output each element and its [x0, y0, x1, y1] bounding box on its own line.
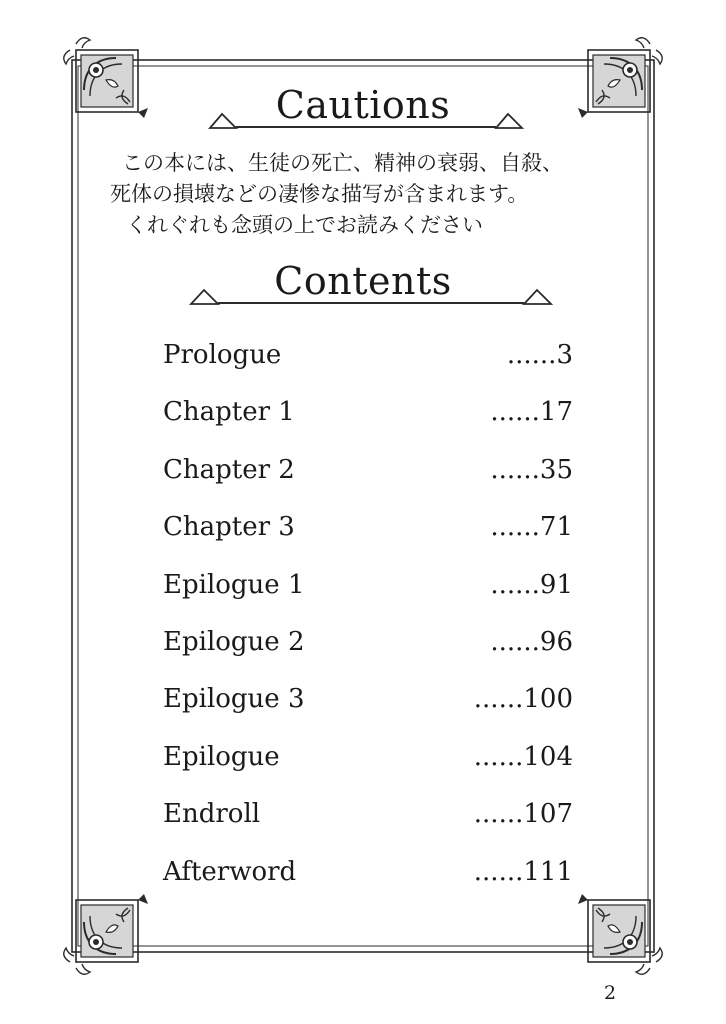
toc-entry	[163, 742, 573, 799]
toc-entry-page: ......71	[490, 512, 573, 543]
caution-line: 死体の損壊などの凄惨な描写が含まれます。	[110, 182, 529, 206]
toc-entry-label: Afterword	[163, 856, 297, 887]
toc-entry-label: Chapter 1	[163, 397, 295, 428]
toc-entry-label: Endroll	[163, 799, 261, 830]
toc-entry-label: Epilogue 1	[163, 569, 305, 600]
toc-entry-page: ......91	[490, 569, 573, 600]
toc-entry-label: Chapter 2	[163, 454, 295, 485]
scroll-ornament-icon	[64, 894, 148, 974]
toc-entry-page: ......107	[473, 799, 573, 830]
toc-entry-page: ......35	[490, 454, 573, 485]
toc-entry-page: ......111	[473, 856, 573, 887]
toc-entry-label: Prologue	[163, 340, 282, 370]
toc-entry-page: ......104	[473, 741, 573, 772]
toc-entry	[163, 857, 573, 914]
toc-entry-page: ......17	[490, 397, 573, 428]
caution-warning-text	[110, 148, 650, 241]
toc-entry-label: Chapter 3	[163, 512, 295, 543]
caution-line: この本には、生徒の死亡、精神の衰弱、自殺、	[122, 151, 563, 175]
toc-entry	[163, 397, 573, 454]
toc-entry-page: ......100	[473, 684, 573, 715]
toc-entry-label: Epilogue 3	[163, 684, 305, 715]
toc-entry	[163, 799, 573, 856]
caution-line: くれぐれも念頭の上でお読みください	[126, 213, 483, 237]
scroll-ornament-icon	[578, 894, 662, 974]
toc-entry	[163, 340, 573, 397]
toc-entry	[163, 512, 573, 569]
toc-entry-label: Epilogue 2	[163, 626, 305, 657]
toc-entry-page: ......96	[490, 626, 573, 657]
toc-entry-page: ......3	[506, 340, 573, 370]
toc-entry	[163, 684, 573, 741]
contents-heading: Contents	[274, 259, 452, 303]
toc-entry-label: Epilogue	[163, 741, 280, 772]
cautions-heading: Cautions	[275, 83, 451, 127]
page-number: 2	[604, 982, 617, 1004]
table-of-contents	[163, 340, 573, 914]
toc-entry	[163, 627, 573, 684]
toc-entry	[163, 455, 573, 512]
toc-entry	[163, 570, 573, 627]
